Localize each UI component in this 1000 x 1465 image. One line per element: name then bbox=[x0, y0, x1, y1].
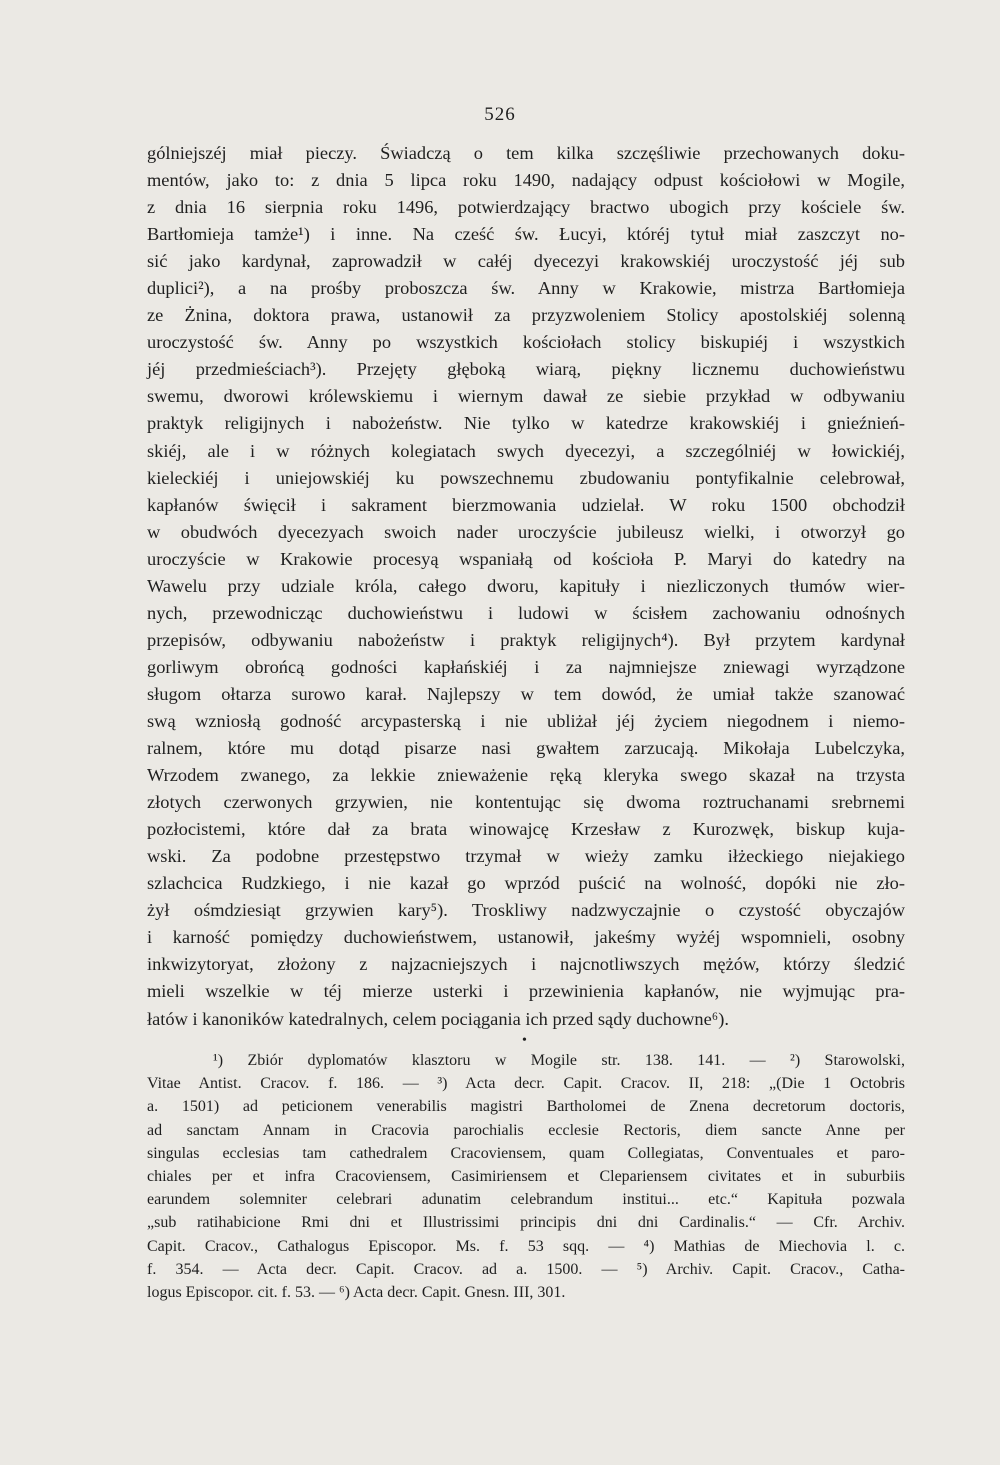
body-line: ralnem, które mu dotąd pisarze nasi gwałtem zarzucają. Mikołaja Lubelczyka, bbox=[147, 738, 905, 759]
body-line: gorliwym obrońcą godności kapłańskiéj i za najmniejsze zniewagi wyrządzone bbox=[147, 656, 905, 677]
body-line: gólniejszéj miał pieczy. Świadczą o tem kilka szczęśliwie przechowanych doku- bbox=[147, 143, 905, 163]
body-line: sługom ołtarza surowo karał. Najlepszy w tem dowód, że umiał także szanować bbox=[147, 683, 905, 704]
footnote-line: singulas ecclesias tam cathedralem Cracoviensem, quam Collegiatas, Conventuales et paro- bbox=[147, 1144, 905, 1162]
body-line: praktyk religijnych i nabożeństw. Nie tylko w katedrze krakowskiéj i gnieźnień- bbox=[147, 413, 905, 434]
footnotes bbox=[147, 1049, 905, 1304]
footnote-line: „sub ratihabicione Rmi dni et Illustrissimi principis dni dni Cardinalis.“ — Cfr. Archiv. bbox=[147, 1214, 905, 1232]
body-line: kapłanów święcił i sakrament bierzmowania udzielał. W roku 1500 obchodził bbox=[147, 494, 905, 515]
body-line: mieli wszelkie w téj mierze usterki i przewinienia kapłanów, nie wyjmując pra- bbox=[147, 981, 905, 1002]
body-line: szlachcica Rudzkiego, i nie kazał go wprzód puścić na wolność, dopóki nie zło- bbox=[147, 873, 905, 894]
body-line: kieleckiéj i uniejowskiéj ku powszechnemu zbudowaniu pontyfikalnie celebrował, bbox=[147, 467, 905, 488]
body-line: łatów i kanoników katedralnych, celem pociągania ich przed sądy duchowne⁶). bbox=[147, 1008, 729, 1029]
footnote-line: logus Episcopor. cit. f. 53. — ⁶) Acta decr. Capit. Gnesn. III, 301. bbox=[147, 1283, 566, 1301]
footnote-line: Vitae Antist. Cracov. f. 186. — ³) Acta decr. Capit. Cracov. II, 218: „(Die 1 Octobris bbox=[147, 1075, 905, 1093]
body-line: Wawelu przy udziale króla, całego dworu, kapituły i niezliczonych tłumów wier- bbox=[147, 575, 905, 596]
body-text bbox=[147, 140, 905, 1033]
footnote-separator-mark: • bbox=[522, 1033, 527, 1048]
footnote-line: earundem solemniter celebrari adunatim celebrandum institui... etc.“ Kapituła pozwala bbox=[147, 1191, 905, 1209]
body-line: duplici²), a na prośby proboszcza św. Anny w Krakowie, mistrza Bartłomieja bbox=[147, 278, 905, 299]
page-number: 526 bbox=[484, 104, 516, 125]
body-line: z dnia 16 sierpnia roku 1496, potwierdzający bractwo ubogich przy kościele św. bbox=[147, 197, 905, 218]
body-line: przepisów, odbywaniu nabożeństw i praktyk religijnych⁴). Był przytem kardynał bbox=[147, 629, 905, 650]
footnote-line: chiales per et infra Cracoviensem, Casimiriensem et Clepariensem civitates et in suburbiis bbox=[147, 1167, 905, 1185]
body-line: ze Żnina, doktora prawa, ustanowił za przyzwoleniem Stolicy apostolskiéj solenną bbox=[147, 305, 905, 326]
body-line: żył ośmdziesiąt grzywien kary⁵). Troskliwy nadzwyczajnie o czystość obyczajów bbox=[147, 900, 905, 921]
body-line: inkwizytoryat, złożony z najzacniejszych i najcnotliwszych mężów, którzy śledzić bbox=[147, 954, 905, 975]
body-line: Wrzodem zwanego, za lekkie znieważenie ręką kleryka swego skazał na trzysta bbox=[147, 765, 905, 786]
body-line: pozłocistemi, które dał za brata winowajcę Krzesław z Kurozwęk, biskup kuja- bbox=[147, 819, 905, 840]
footnote-line: f. 354. — Acta decr. Capit. Cracov. ad a. 1500. — ⁵) Archiv. Capit. Cracov., Catha- bbox=[147, 1260, 905, 1278]
body-line: sić jako kardynał, zaprowadził w całéj dyecezyi krakowskiéj uroczystość jéj sub bbox=[147, 251, 905, 272]
body-line: w obudwóch dyecezyach swoich nader uroczyście jubileusz wielki, i otworzył go bbox=[147, 521, 905, 542]
body-line: złotych czerwonych grzywien, nie kontentując się dwoma roztruchanami srebrnemi bbox=[147, 792, 905, 813]
body-line: wski. Za podobne przestępstwo trzymał w wieży zamku iłżeckiego niejakiego bbox=[147, 846, 905, 867]
body-line: swemu, dworowi królewskiemu i wiernym dawał ze siebie przykład w odbywaniu bbox=[147, 386, 905, 407]
body-line: mentów, jako to: z dnia 5 lipca roku 1490, nadający odpust kościołowi w Mogile, bbox=[147, 170, 905, 191]
body-line: Bartłomieja tamże¹) i inne. Na cześć św. Łucyi, któréj tytuł miał zaszczyt no- bbox=[147, 224, 905, 245]
body-line: jéj przedmieściach³). Przejęty głęboką wiarą, piękny licznemu duchowieństwu bbox=[147, 359, 905, 380]
footnote-line: ad sanctam Annam in Cracovia parochialis ecclesie Rectoris, diem sancte Anne per bbox=[147, 1121, 905, 1139]
body-line: i karność pomiędzy duchowieństwem, ustanowił, jakeśmy wyżéj wspomnieli, osobny bbox=[147, 927, 905, 948]
body-line: swą wzniosłą godność arcypasterską i nie ubliżał jéj życiem niegodnem i niemo- bbox=[147, 710, 905, 731]
footnote-line: ¹) Zbiór dyplomatów klasztoru w Mogile str. 138. 141. — ²) Starowolski, bbox=[213, 1052, 905, 1069]
body-line: skiéj, ale i w różnych kolegiatach swych dyecezyi, a szczególniéj w łowickiéj, bbox=[147, 440, 905, 461]
body-line: uroczyście w Krakowie procesyą wspaniałą od kościoła P. Maryi do katedry na bbox=[147, 548, 905, 569]
body-line: uroczystość św. Anny po wszystkich kościołach stolicy biskupiéj i wszystkich bbox=[147, 332, 905, 353]
footnote-line: a. 1501) ad peticionem venerabilis magistri Bartholomei de Znena decretorum doctoris, bbox=[147, 1098, 905, 1116]
footnote-line: Capit. Cracov., Cathalogus Episcopor. Ms. f. 53 sqq. — ⁴) Mathias de Miechovia l. c. bbox=[147, 1237, 905, 1255]
body-line: nych, przewodnicząc duchowieństwu i ludowi w ścisłem zachowaniu odnośnych bbox=[147, 602, 905, 623]
